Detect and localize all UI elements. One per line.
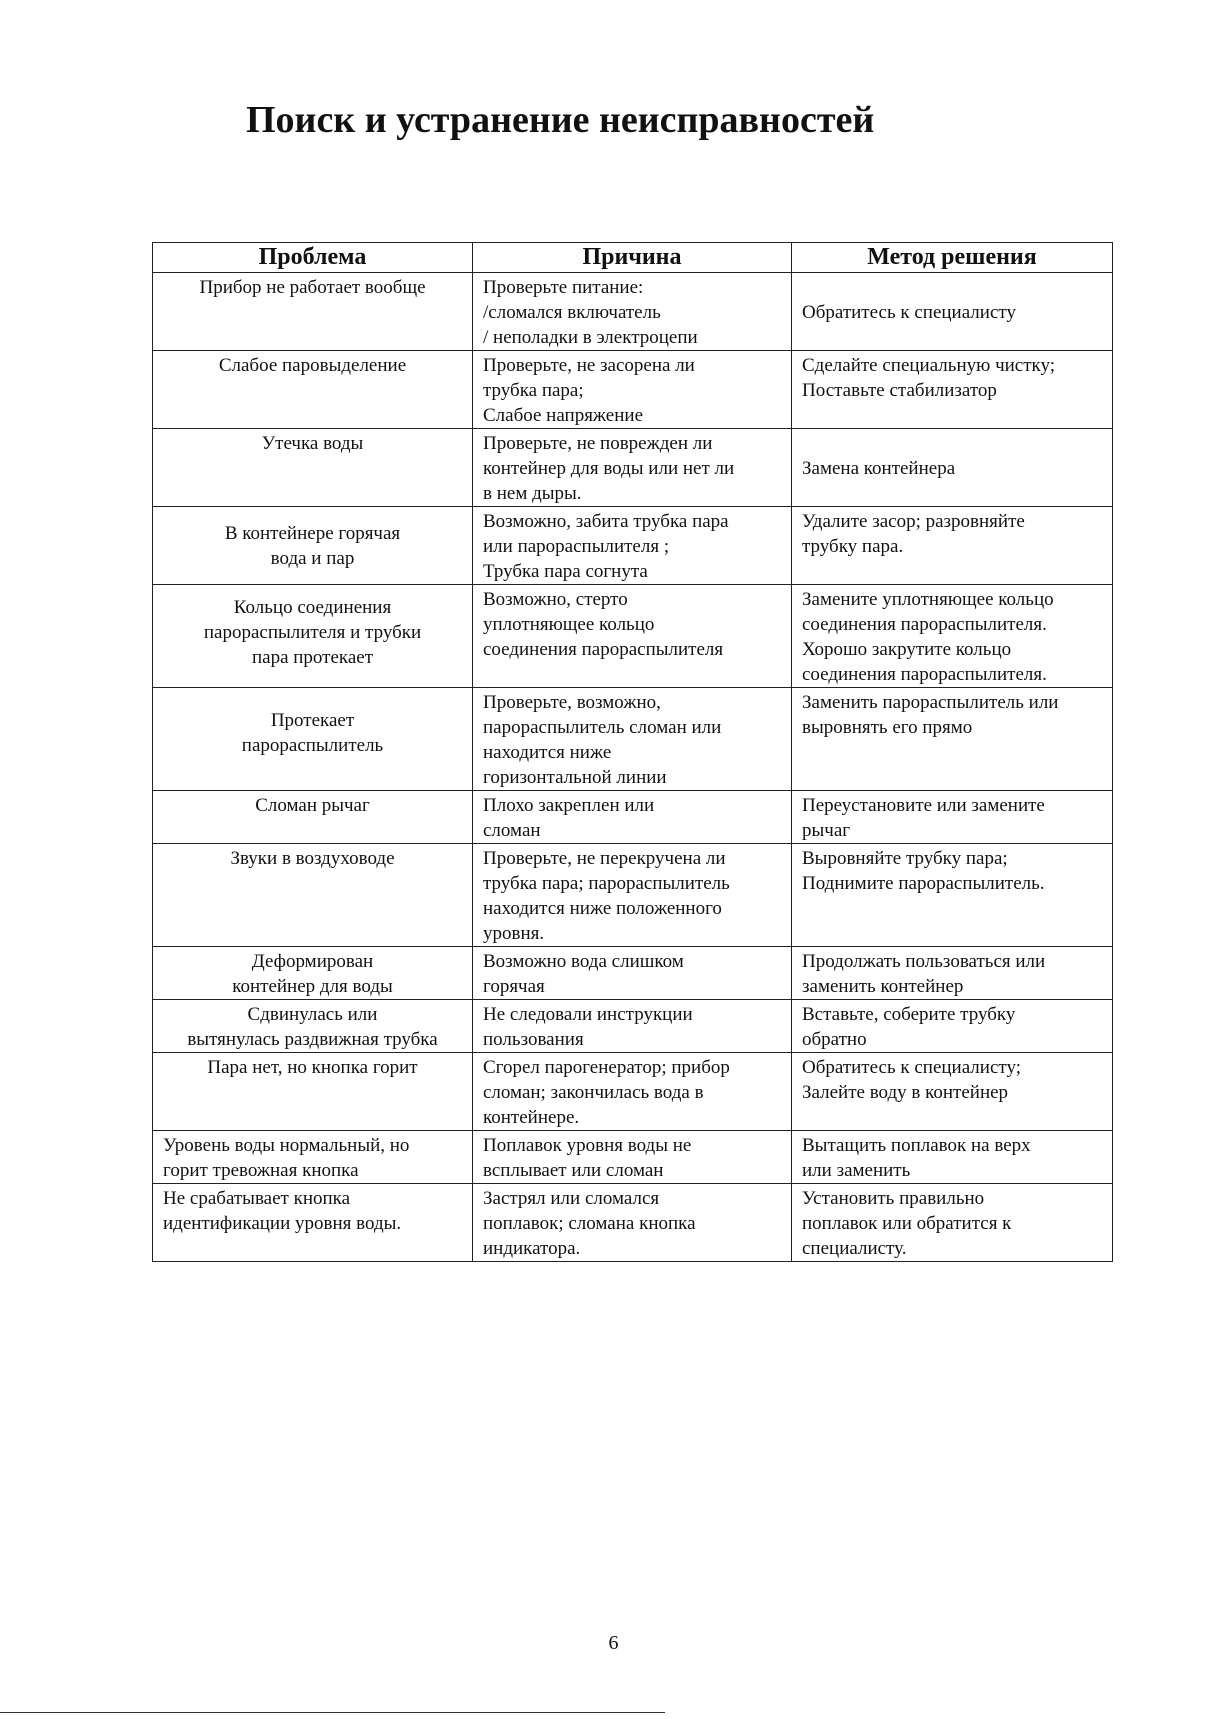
solution-cell bbox=[792, 1131, 1113, 1184]
cause-text: Плохо закреплен или сломан bbox=[483, 795, 655, 841]
table-row bbox=[153, 429, 1113, 507]
problem-cell bbox=[153, 1000, 473, 1053]
cause-cell bbox=[473, 1184, 792, 1262]
cause-text: Проверьте, не перекручена ли трубка пара; парораспылитель находится ниже положенного уровня. bbox=[483, 848, 730, 944]
footer-divider bbox=[0, 1712, 665, 1713]
table-row bbox=[153, 791, 1113, 844]
solution-cell bbox=[792, 688, 1113, 791]
table-row bbox=[153, 1184, 1113, 1262]
problem-cell bbox=[153, 791, 473, 844]
problem-cell bbox=[153, 688, 473, 791]
solution-cell bbox=[792, 947, 1113, 1000]
problem-cell bbox=[153, 273, 473, 351]
cause-cell bbox=[473, 947, 792, 1000]
solution-cell bbox=[792, 429, 1113, 507]
solution-text: Установить правильно поплавок или обратится к специалисту. bbox=[802, 1188, 1012, 1259]
solution-text: Вытащить поплавок на верх или заменить bbox=[802, 1135, 1031, 1181]
solution-cell bbox=[792, 791, 1113, 844]
solution-text: Обратитесь к специалисту bbox=[802, 302, 1016, 323]
solution-cell bbox=[792, 585, 1113, 688]
problem-text: Звуки в воздуховоде bbox=[230, 848, 395, 869]
table-row bbox=[153, 844, 1113, 947]
solution-cell bbox=[792, 351, 1113, 429]
cause-cell bbox=[473, 688, 792, 791]
cause-text: Проверьте питание: /сломался включатель / неполадки в электроцепи bbox=[483, 277, 698, 348]
cause-text: Проверьте, возможно, парораспылитель сломан или находится ниже горизонтальной линии bbox=[483, 692, 722, 788]
solution-cell bbox=[792, 1000, 1113, 1053]
table-row bbox=[153, 507, 1113, 585]
table-row bbox=[153, 1131, 1113, 1184]
troubleshooting-table bbox=[152, 242, 1113, 1262]
cause-cell bbox=[473, 507, 792, 585]
solution-text: Обратитесь к специалисту; Залейте воду в контейнер bbox=[802, 1057, 1021, 1103]
problem-cell bbox=[153, 844, 473, 947]
problem-text: Уровень воды нормальный, но горит тревожная кнопка bbox=[163, 1135, 410, 1181]
solution-text: Переустановите или замените рычаг bbox=[802, 795, 1045, 841]
cause-cell bbox=[473, 585, 792, 688]
problem-cell bbox=[153, 1184, 473, 1262]
problem-text: Утечка воды bbox=[261, 433, 364, 454]
solution-text: Вставьте, соберите трубку обратно bbox=[802, 1004, 1016, 1050]
solution-text: Замена контейнера bbox=[802, 458, 956, 479]
problem-cell bbox=[153, 585, 473, 688]
problem-text: В контейнере горячая вода и пар bbox=[224, 523, 401, 569]
problem-text: Деформирован контейнер для воды bbox=[232, 951, 393, 997]
problem-cell bbox=[153, 1131, 473, 1184]
problem-text: Сломан рычаг bbox=[255, 795, 370, 816]
cause-cell bbox=[473, 1053, 792, 1131]
problem-text: Прибор не работает вообще bbox=[199, 277, 426, 298]
solution-text: Выровняйте трубку пара; Поднимите парораспылитель. bbox=[802, 848, 1045, 894]
page-title: Поиск и устранение неисправностей bbox=[246, 99, 875, 141]
table-row bbox=[153, 947, 1113, 1000]
cause-text: Возможно, стерто уплотняющее кольцо соединения парораспылителя bbox=[483, 589, 724, 660]
solution-cell bbox=[792, 273, 1113, 351]
cause-text: Застрял или сломался поплавок; сломана кнопка индикатора. bbox=[483, 1188, 696, 1259]
solution-text: Замените уплотняющее кольцо соединения парораспылителя. Хорошо закрутите кольцо соединения парораспылителя. bbox=[802, 589, 1054, 685]
cause-text: Возможно вода слишком горячая bbox=[483, 951, 684, 997]
table-row bbox=[153, 1053, 1113, 1131]
header-solution: Метод решения bbox=[792, 243, 1113, 273]
cause-text: Проверьте, не поврежден ли контейнер для воды или нет ли в нем дыры. bbox=[483, 433, 735, 504]
header-cause: Причина bbox=[473, 243, 792, 273]
table-row bbox=[153, 688, 1113, 791]
solution-text: Удалите засор; разровняйте трубку пара. bbox=[802, 511, 1025, 557]
table-row bbox=[153, 1000, 1113, 1053]
solution-cell bbox=[792, 1184, 1113, 1262]
cause-text: Возможно, забита трубка пара или парораспылителя ; Трубка пара согнута bbox=[483, 511, 729, 582]
cause-text: Проверьте, не засорена ли трубка пара; Слабое напряжение bbox=[483, 355, 695, 426]
problem-cell bbox=[153, 351, 473, 429]
header-problem: Проблема bbox=[153, 243, 473, 273]
problem-text: Кольцо соединения парораспылителя и трубки пара протекает bbox=[203, 597, 422, 668]
cause-text: Не следовали инструкции пользования bbox=[483, 1004, 693, 1050]
problem-cell bbox=[153, 507, 473, 585]
problem-text: Не срабатывает кнопка идентификации уровня воды. bbox=[163, 1188, 402, 1234]
cause-cell bbox=[473, 351, 792, 429]
table-row bbox=[153, 351, 1113, 429]
page-number: 6 bbox=[608, 1632, 619, 1654]
cause-text: Сгорел парогенератор; прибор сломан; закончилась вода в контейнере. bbox=[483, 1057, 730, 1128]
cause-cell bbox=[473, 844, 792, 947]
problem-cell bbox=[153, 947, 473, 1000]
solution-cell bbox=[792, 507, 1113, 585]
solution-cell bbox=[792, 844, 1113, 947]
cause-cell bbox=[473, 1000, 792, 1053]
table-header-row bbox=[153, 243, 1113, 273]
solution-text: Заменить парораспылитель или выровнять его прямо bbox=[802, 692, 1059, 738]
cause-cell bbox=[473, 791, 792, 844]
table-row bbox=[153, 273, 1113, 351]
problem-cell bbox=[153, 1053, 473, 1131]
table-row bbox=[153, 585, 1113, 688]
cause-cell bbox=[473, 273, 792, 351]
problem-cell bbox=[153, 429, 473, 507]
cause-text: Поплавок уровня воды не всплывает или сломан bbox=[483, 1135, 692, 1181]
solution-text: Продолжать пользоваться или заменить контейнер bbox=[802, 951, 1046, 997]
problem-text: Сдвинулась или вытянулась раздвижная трубка bbox=[187, 1004, 438, 1050]
cause-cell bbox=[473, 1131, 792, 1184]
cause-cell bbox=[473, 429, 792, 507]
problem-text: Пара нет, но кнопка горит bbox=[207, 1057, 418, 1078]
problem-text: Протекает парораспылитель bbox=[241, 710, 384, 756]
problem-text: Слабое паровыделение bbox=[218, 355, 407, 376]
solution-cell bbox=[792, 1053, 1113, 1131]
solution-text: Сделайте специальную чистку; Поставьте стабилизатор bbox=[802, 355, 1056, 401]
